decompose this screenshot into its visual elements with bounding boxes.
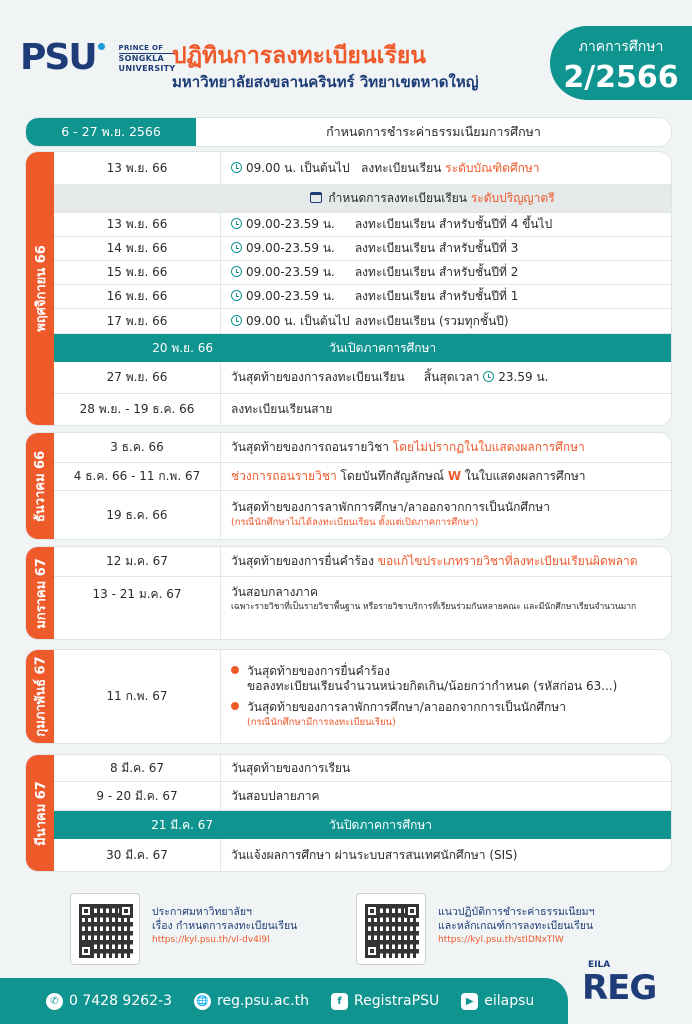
- row-text: วันสุดท้ายของการลาพักการศึกษา/ลาออกจากการเป็นนักศึกษา: [231, 500, 550, 514]
- row-time: 09.00 น. เป็นต้นไป: [246, 160, 350, 175]
- row-text: วันสุดท้ายของการยื่นคำร้อง: [247, 663, 390, 678]
- logo-line1: PRINCE OF: [119, 43, 176, 54]
- row-who: สำหรับชั้นปีที่ 2: [438, 265, 519, 279]
- facebook-icon: f: [331, 993, 348, 1010]
- qr-pattern: [365, 904, 419, 958]
- brand-small: EILA: [588, 960, 611, 970]
- phone-text: 0 7428 9262-3: [69, 993, 173, 1009]
- row-desc: วันสอบปลายภาค: [231, 788, 320, 803]
- qr-caption: [152, 905, 297, 947]
- table-row: [54, 650, 671, 743]
- row-desc: [221, 664, 671, 730]
- bullet-icon: [231, 702, 239, 710]
- row-date: 17 พ.ย. 66: [54, 309, 221, 333]
- row-desc: [221, 370, 671, 385]
- qr-finder: [365, 944, 379, 958]
- table-row: [54, 463, 671, 491]
- table-row: [54, 433, 671, 463]
- footer-phone[interactable]: [46, 993, 172, 1010]
- table-row: [54, 362, 671, 394]
- row-desc: [221, 161, 671, 176]
- month-card-march: [26, 755, 671, 871]
- page-subtitle: มหาวิทยาลัยสงขลานครินทร์ วิทยาเขตหาดใหญ่: [172, 73, 479, 91]
- logo-line2: SONGKLA: [118, 53, 164, 63]
- row-desc: ลงทะเบียนเรียนสาย: [231, 402, 333, 416]
- brand-big: REG: [582, 968, 657, 1008]
- row-time: 09.00-23.59 น.: [246, 241, 335, 255]
- row-desc: [221, 469, 671, 484]
- qr-url-link[interactable]: https://kyl.psu.th/vl-dv4l9l: [152, 935, 270, 945]
- row-text: ลงทะเบียนเรียน: [354, 289, 436, 303]
- row-level: ระดับบัณฑิตศึกษา: [445, 160, 540, 175]
- month-label-february: [26, 650, 54, 743]
- youtube-text: eilapsu: [484, 993, 535, 1009]
- row-date: 27 พ.ย. 66: [54, 362, 221, 393]
- eila-reg-logo: [582, 960, 672, 1016]
- row-text: ลงทะเบียนเรียน: [354, 313, 436, 328]
- ug-header-row: [54, 185, 671, 213]
- row-note2: ในใบแสดงผลการศึกษา: [464, 469, 586, 483]
- clock-icon: [483, 371, 494, 382]
- month-text: มกราคม 67: [33, 557, 49, 629]
- footer-facebook[interactable]: [331, 993, 439, 1010]
- month-text: มีนาคม 67: [33, 780, 49, 846]
- row-date: 15 พ.ย. 66: [54, 261, 221, 284]
- qr-finder: [365, 904, 379, 918]
- qr-line2: และหลักเกณฑ์การลงทะเบียนเรียน: [438, 920, 594, 932]
- row-desc: [221, 500, 671, 530]
- qr-line2: เรื่อง กำหนดการลงทะเบียนเรียน: [152, 920, 298, 932]
- row-date: 11 ก.พ. 67: [54, 650, 221, 743]
- row-date: 20 พ.ย. 66: [152, 340, 213, 355]
- row-note: (กรณีนักศึกษาไม่ได้ลงทะเบียนเรียน ตั้งแต่เปิดภาคการศึกษา): [231, 517, 479, 528]
- row-date: 30 มี.ค. 67: [54, 839, 221, 871]
- row-who: สำหรับชั้นปีที่ 4 ขึ้นไป: [438, 217, 553, 231]
- logo-dot: [98, 43, 105, 50]
- clock-icon: [231, 218, 242, 229]
- row-time: 09.00 น. เป็นต้นไป: [246, 313, 350, 328]
- fee-card: [26, 118, 671, 146]
- table-row: [54, 261, 671, 285]
- row-date: 8 มี.ค. 67: [54, 755, 221, 781]
- row-desc: วันสุดท้ายของการเรียน: [231, 760, 351, 775]
- globe-icon: 🌐: [194, 993, 211, 1010]
- qr-caption: [438, 905, 595, 947]
- row-time: 09.00-23.59 น.: [246, 265, 335, 279]
- month-card-january: [26, 547, 671, 639]
- row-desc: วันเปิดภาคการศึกษา: [329, 340, 437, 355]
- row-desc: [221, 289, 671, 304]
- youtube-icon: ▶: [461, 993, 478, 1010]
- term-value: 2/2566: [563, 60, 679, 95]
- clock-icon: [231, 242, 242, 253]
- table-row: [54, 285, 671, 309]
- calendar-icon: [310, 192, 322, 203]
- row-desc: วันแจ้งผลการศึกษา ผ่านระบบสารสนเทศนักศึกษา (SIS): [231, 847, 518, 862]
- row-text: ลงทะเบียนเรียน: [361, 160, 442, 175]
- row-desc: [221, 554, 671, 569]
- row-who: สำหรับชั้นปีที่ 3: [438, 241, 519, 255]
- row-text: วันสุดท้ายของการลาพักการศึกษา/ลาออกจากการเป็นนักศึกษา: [247, 699, 566, 714]
- row-text: ลงทะเบียนเรียน: [354, 265, 436, 279]
- table-row: [54, 782, 671, 811]
- page-title: ปฏิทินการลงทะเบียนเรียน: [172, 43, 427, 69]
- row-text: ลงทะเบียนเรียน: [354, 241, 436, 255]
- month-label-march: [26, 755, 54, 871]
- row-date: 3 ธ.ค. 66: [54, 433, 221, 462]
- month-card-february: [26, 650, 671, 743]
- table-row: [54, 547, 671, 577]
- row-date: 13 พ.ย. 66: [54, 213, 221, 236]
- row-note: ขอแก้ไขประเภทรายวิชาที่ลงทะเบียนเรียนผิดพลาด: [377, 554, 638, 568]
- header: [0, 0, 692, 110]
- logo-text: [119, 43, 176, 74]
- row-note: โดยบันทึกสัญลักษณ์: [340, 469, 445, 483]
- row-time: 09.00-23.59 น.: [246, 289, 335, 303]
- fee-desc: กำหนดการชำระค่าธรรมเนียมการศึกษา: [326, 124, 541, 139]
- fee-date: 6 - 27 พ.ย. 2566: [26, 118, 196, 146]
- phone-icon: ✆: [46, 993, 63, 1010]
- logo-line3: UNIVERSITY: [118, 63, 176, 73]
- table-row: [54, 839, 671, 871]
- table-row: [54, 237, 671, 261]
- psu-logo: [20, 37, 176, 78]
- row-desc: [221, 265, 671, 280]
- row-desc: [221, 577, 671, 615]
- row-date: 21 มี.ค. 67: [151, 817, 213, 832]
- bullet-item: [231, 700, 671, 715]
- qr-line1: ประกาศมหาวิทยาลัยฯ: [152, 906, 252, 918]
- row-text: วันสุดท้ายของการยื่นคำร้อง: [231, 554, 374, 568]
- web-text: reg.psu.ac.th: [217, 993, 310, 1009]
- row-end: สิ้นสุดเวลา: [423, 370, 480, 384]
- row-date: 14 พ.ย. 66: [54, 237, 221, 260]
- semester-close-row: [54, 811, 671, 839]
- qr-finder: [405, 904, 419, 918]
- row-date: 13 - 21 ม.ค. 67: [54, 577, 221, 639]
- clock-icon: [231, 315, 242, 326]
- month-text: กุมภาพันธ์ 67: [33, 656, 49, 737]
- term-badge: [550, 26, 692, 100]
- row-date: 13 พ.ย. 66: [54, 152, 221, 184]
- month-card-december: [26, 433, 671, 539]
- facebook-text: RegistraPSU: [354, 993, 440, 1009]
- qr-guidelines[interactable]: [356, 893, 595, 965]
- row-date: 16 พ.ย. 66: [54, 285, 221, 308]
- w-symbol: W: [447, 469, 462, 483]
- clock-icon: [231, 266, 242, 277]
- qr-url-link[interactable]: https://kyl.psu.th/stIDNxTlW: [438, 935, 564, 945]
- row-time: 09.00-23.59 น.: [246, 217, 335, 231]
- qr-finder: [79, 944, 93, 958]
- row-note: โดยไม่ปรากฏในใบแสดงผลการศึกษา: [392, 440, 585, 454]
- bullet-icon: [231, 666, 239, 674]
- table-row: [54, 491, 671, 539]
- month-label-january: [26, 547, 54, 639]
- footer-web[interactable]: [194, 993, 309, 1010]
- row-text: วันสุดท้ายของการถอนรายวิชา: [231, 440, 389, 454]
- footer-bar: [0, 978, 568, 1024]
- row-desc: [221, 314, 671, 329]
- table-row: [54, 577, 671, 639]
- qr-code-icon[interactable]: [356, 893, 426, 965]
- row-text: ช่วงการถอนรายวิชา: [231, 469, 337, 483]
- term-label: ภาคการศึกษา: [578, 39, 664, 55]
- qr-code-icon[interactable]: [70, 893, 140, 965]
- row-text: ลงทะเบียนเรียน: [354, 217, 436, 231]
- month-text: ธันวาคม 66: [33, 450, 49, 522]
- row-note: ขอลงทะเบียนเรียนจำนวนหน่วยกิตเกิน/น้อยกว่ากำหนด (รหัสก่อน 63...): [247, 678, 618, 693]
- table-row: [54, 394, 671, 425]
- row-who: สำหรับชั้นปีที่ 1: [438, 289, 519, 303]
- row-desc: [221, 241, 671, 256]
- table-row: [54, 755, 671, 782]
- month-label-december: [26, 433, 54, 539]
- qr-finder: [119, 904, 133, 918]
- row-note: เฉพาะรายวิชาที่เป็นรายวิชาพื้นฐาน หรือรายวิชาบริการที่เรียนร่วมกันหลายคณะ และมีนักศึกษาเรียนจำนวนมาก: [231, 602, 637, 612]
- row-desc: [221, 217, 671, 232]
- clock-icon: [231, 290, 242, 301]
- qr-line1: แนวปฏิบัติการชำระค่าธรรมเนียมฯ: [438, 906, 595, 918]
- month-text: พฤศจิกายน 66: [33, 245, 49, 332]
- logo-mark: PSU: [20, 37, 96, 78]
- row-date: 4 ธ.ค. 66 - 11 ก.พ. 67: [54, 463, 221, 490]
- row-text: วันสุดท้ายของการลงทะเบียนเรียน: [231, 370, 405, 384]
- ug-header-text: กำหนดการลงทะเบียนเรียน: [328, 191, 468, 205]
- ug-header-level: ระดับปริญญาตรี: [470, 191, 555, 205]
- row-text: วันสอบกลางภาค: [231, 585, 318, 599]
- qr-announcement[interactable]: [70, 893, 297, 965]
- ug-header: [170, 191, 554, 206]
- footer-youtube[interactable]: [461, 993, 534, 1010]
- qr-pattern: [79, 904, 133, 958]
- bullet-item: [231, 664, 671, 679]
- semester-open-row: [54, 334, 671, 362]
- row-who: (รวมทุกชั้นปี): [438, 313, 509, 328]
- table-row: [54, 213, 671, 237]
- row-date: 28 พ.ย. - 19 ธ.ค. 66: [54, 394, 221, 425]
- row-time: 23.59 น.: [498, 370, 549, 384]
- qr-finder: [79, 904, 93, 918]
- row-date: 19 ธ.ค. 66: [54, 491, 221, 539]
- month-label-november: [26, 152, 54, 425]
- row-note: (กรณีนักศึกษามีการลงทะเบียนเรียน): [247, 716, 396, 728]
- table-row: [54, 309, 671, 334]
- clock-icon: [231, 162, 242, 173]
- row-date: 9 - 20 มี.ค. 67: [54, 782, 221, 810]
- table-row: [54, 152, 671, 185]
- row-desc: [221, 440, 671, 455]
- row-desc: วันปิดภาคการศึกษา: [329, 817, 433, 832]
- month-card-november: [26, 152, 671, 425]
- row-date: 12 ม.ค. 67: [54, 547, 221, 576]
